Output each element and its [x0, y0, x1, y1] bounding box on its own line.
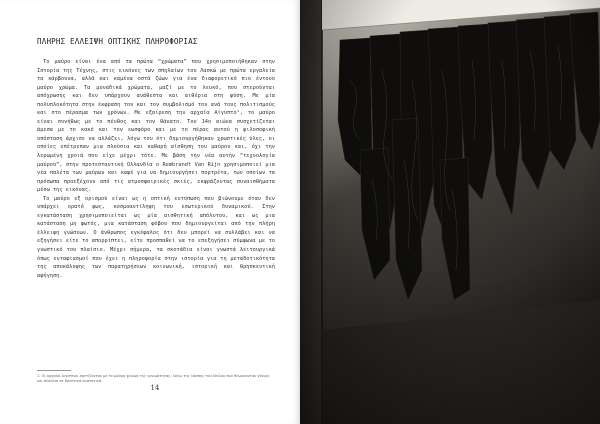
- vignette: [300, 0, 600, 424]
- paragraph-1: Το μαύρο είναι ένα από τα πρώτα “χρώματα” που χρησιμοποιήθηκαν στην Ιστορία της Τέχνης, στις εικόνες των σπηλαίων του Λασκώ με πρώτα εργαλεία τα κάρβουνα, αλλά και καμένα οστά ζώων για ένα διαφορετικό πιο έντονο μαύρο χρώμα. Τα μοναδικά χρώματα, μαζί με το λευκό, που στερούνται απόχρωσης και δεν υπάρχουν ανάθεστα και αιθέρια στη φύση. Με μία πολυπλοκότητα στην έκφραση του και τον συμβολισμό του ανά τους πολιτισμούς και στο πέρασμα των χρόνων. Με εξαίρεση την αρχαία Αίγυπτο¹, το μαύρο είναι συνήθως με το πένθος και τον θάνατο. Τον 14ο αιώνα συσχετίζεται άμεσα με το κακό και τον εωσφόρο και με το πέρας αυτού η φιλοσοφική υπόσταση άρχισε να αλλάζει, λόγω του ότι δημιουργήθηκαν χρωστικές ύλες, οι οποίες επέτρεπαν μια πλούσια και καθαρή αίσθηση του μαύρου και, όχι την λερωμένη χροιά που είχε μέχρι τότε. Με βάση την νέα αυτήν “τεχνολογία μαύρου”, στην προτεσταντική Ολλανδία ο Rembrandt Van Rijn χρησιμοποιεί μια νέα παλέτα των μαύρων και καφέ για να δημιουργήσει πορτρέτα, των οποίων τα πρόσωπα προεξέχουν από τις ατμοσφαιρικές σκιές, εκφράζοντας συναισθήματα μέσω της εικόνας.: [37, 59, 275, 194]
- body-text: [37, 58, 275, 280]
- right-page: [300, 0, 600, 424]
- page-number: 14: [150, 384, 160, 392]
- footnote: 1. Οι αρχαίοι Αιγύπτιοι σχετίζονταν με το μαύρο χρώμα της γονιμότητας, λόγω της λάσπης του Νείλου που θεωρούνταν γόνιμη και πλούσια σε θρεπτικά συστατικά.: [37, 374, 270, 384]
- page-title: ΠΛΗΡΗΣ ΕΛΛΕΙΨΗ ΟΠΤΙΚΗΣ ΠΛΗΡΟΦΟΡΙΑΣ: [37, 37, 198, 46]
- hanging-fabrics-photo: [300, 0, 600, 424]
- paragraph-2: Το μαύρο εξ ορισμού είναι ως η οπτική εντύπωση που βιώνουμε όταν δεν υπάρχει ορατό φως, κοσμοαντίληψη του εσωτερικού δυναμικού. Στην εγκατάσταση χρησιμοποιείται ως μία αισθητική απόλυτου, και ως μια κατάσταση μη φωτός, μια κατάσταση φόβου που δημιουργείται από την πλήρη έλλειψη γνώσεων. Ο άνθρωπος εγκέφαλος ότι δεν μπορεί να συλλάβει και να εξηγήσει είτε το απορρίπτει, είτε προσπαθεί να το επεξηγήσει σύμφωνα με το γνωστικό του πλαίσιο. Μέχρι σήμερα, τα σκοτάδια είναι γνωστά λειτουργικά όπως ενταφιασμοί που έχει η πληροφορία στην ιστορία για τη μεταδοτικότητα της αποκάλυψης των παρατηρήσεων κοινωνική, ιστορική και θρησκευτική αφήγηση.: [37, 195, 275, 279]
- footnote-rule: [37, 370, 71, 371]
